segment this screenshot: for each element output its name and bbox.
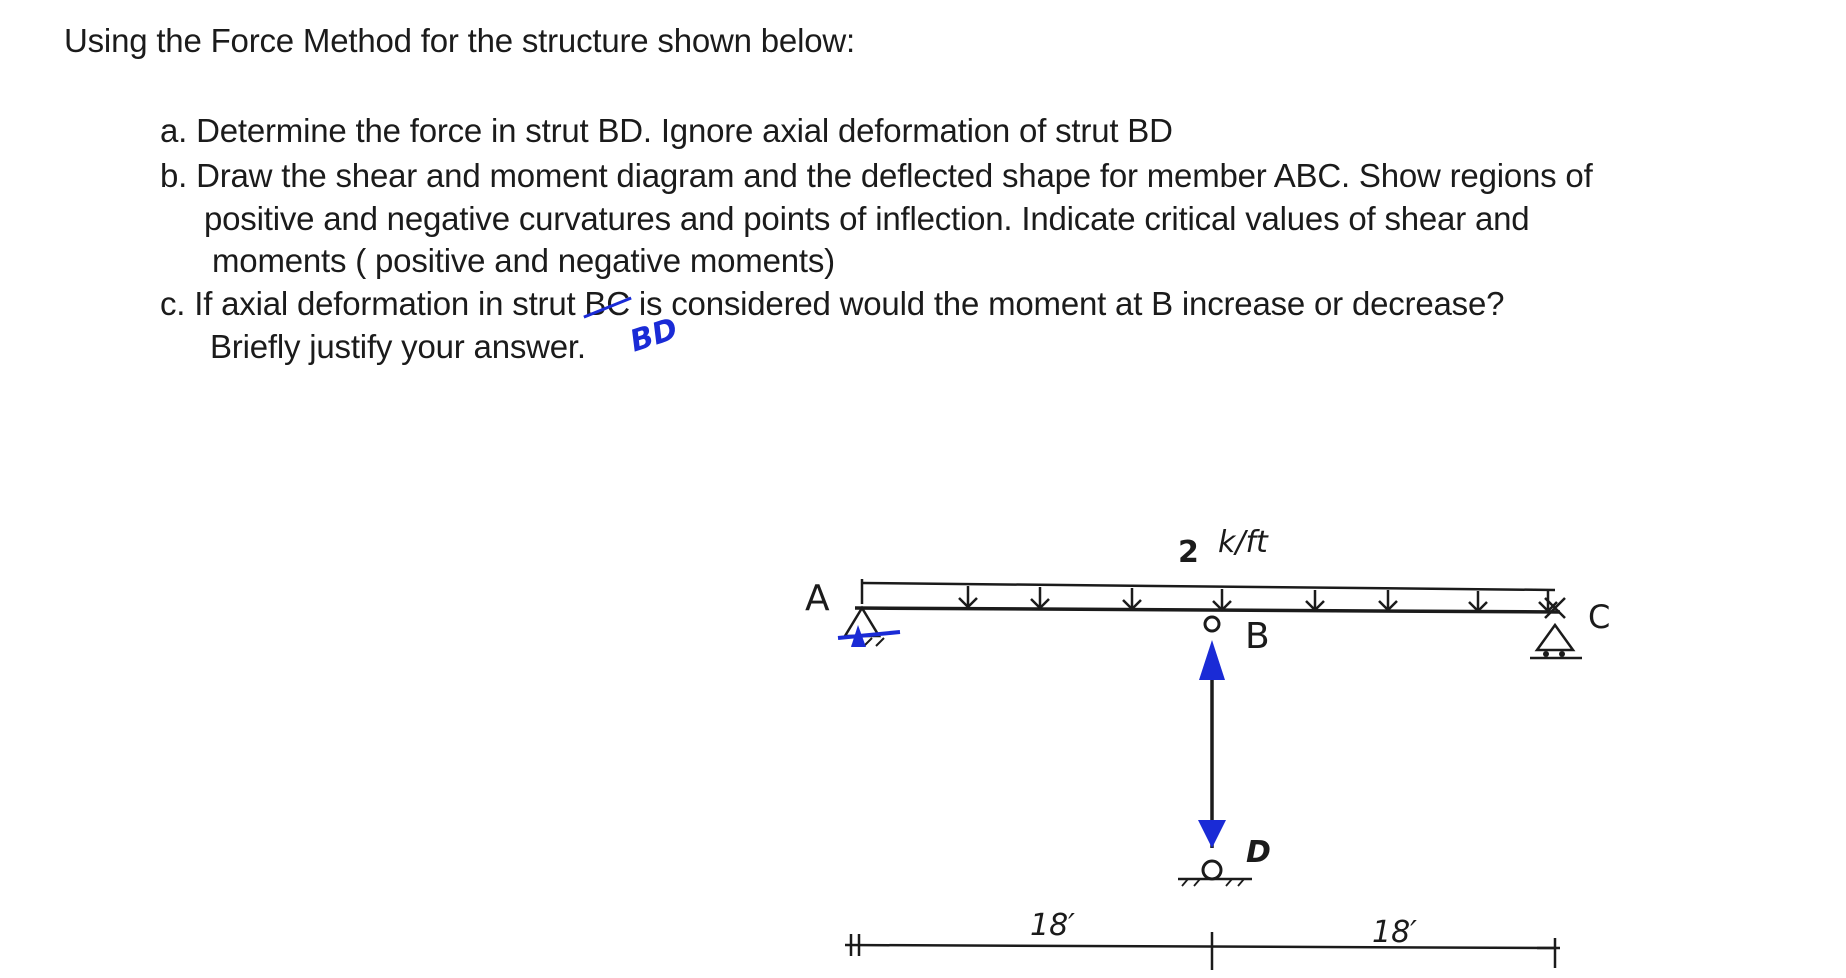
question-b-line-2: positive and negative curvatures and points of inflection. Indicate critical values of shear and [204,200,1530,237]
node-label-c: C [1588,598,1611,636]
load-arrow [1469,591,1487,611]
roller-support-c [1530,598,1582,658]
load-magnitude: 2 [1178,535,1199,570]
dimension-tick-right [1537,938,1555,968]
problem-intro: Using the Force Method for the structure shown below: [64,22,855,59]
load-arrow [1379,590,1397,610]
question-c-prefix: c. If axial deformation in strut [160,285,585,322]
question-c-line-2: Briefly justify your answer. [210,328,586,365]
dimension-line [845,932,1560,970]
beam-abc [855,608,1560,612]
load-arrow [1213,589,1231,610]
span-label-right: 18′ [1372,915,1417,950]
question-c-suffix: is considered would the moment at B increase or decrease? [629,285,1505,322]
handwritten-correction-bd: BD [625,311,683,360]
pin-support-d [1178,820,1252,886]
question-b-line-3: moments ( positive and negative moments) [212,242,835,279]
dimension-baseline [845,945,1560,948]
node-label-b: B [1245,616,1270,657]
load-top-line [862,583,1555,590]
struck-member-label: BC [584,285,630,322]
load-arrow [1123,588,1141,609]
pin-support-a [838,608,900,647]
hinge-b [1199,617,1225,680]
load-arrow [959,586,977,607]
node-label-a: A [805,578,830,619]
load-units: k/ft [1218,525,1268,560]
load-arrow [1306,590,1324,610]
question-b-line-1: b. Draw the shear and moment diagram and the deflected shape for member ABC. Show regions of [160,157,1593,194]
question-a: a. Determine the force in strut BD. Ignore axial deformation of strut BD [160,112,1173,149]
span-label-left: 18′ [1030,908,1075,943]
load-arrow [1031,587,1049,608]
distributed-load [862,579,1557,611]
node-label-d: D [1246,835,1271,870]
